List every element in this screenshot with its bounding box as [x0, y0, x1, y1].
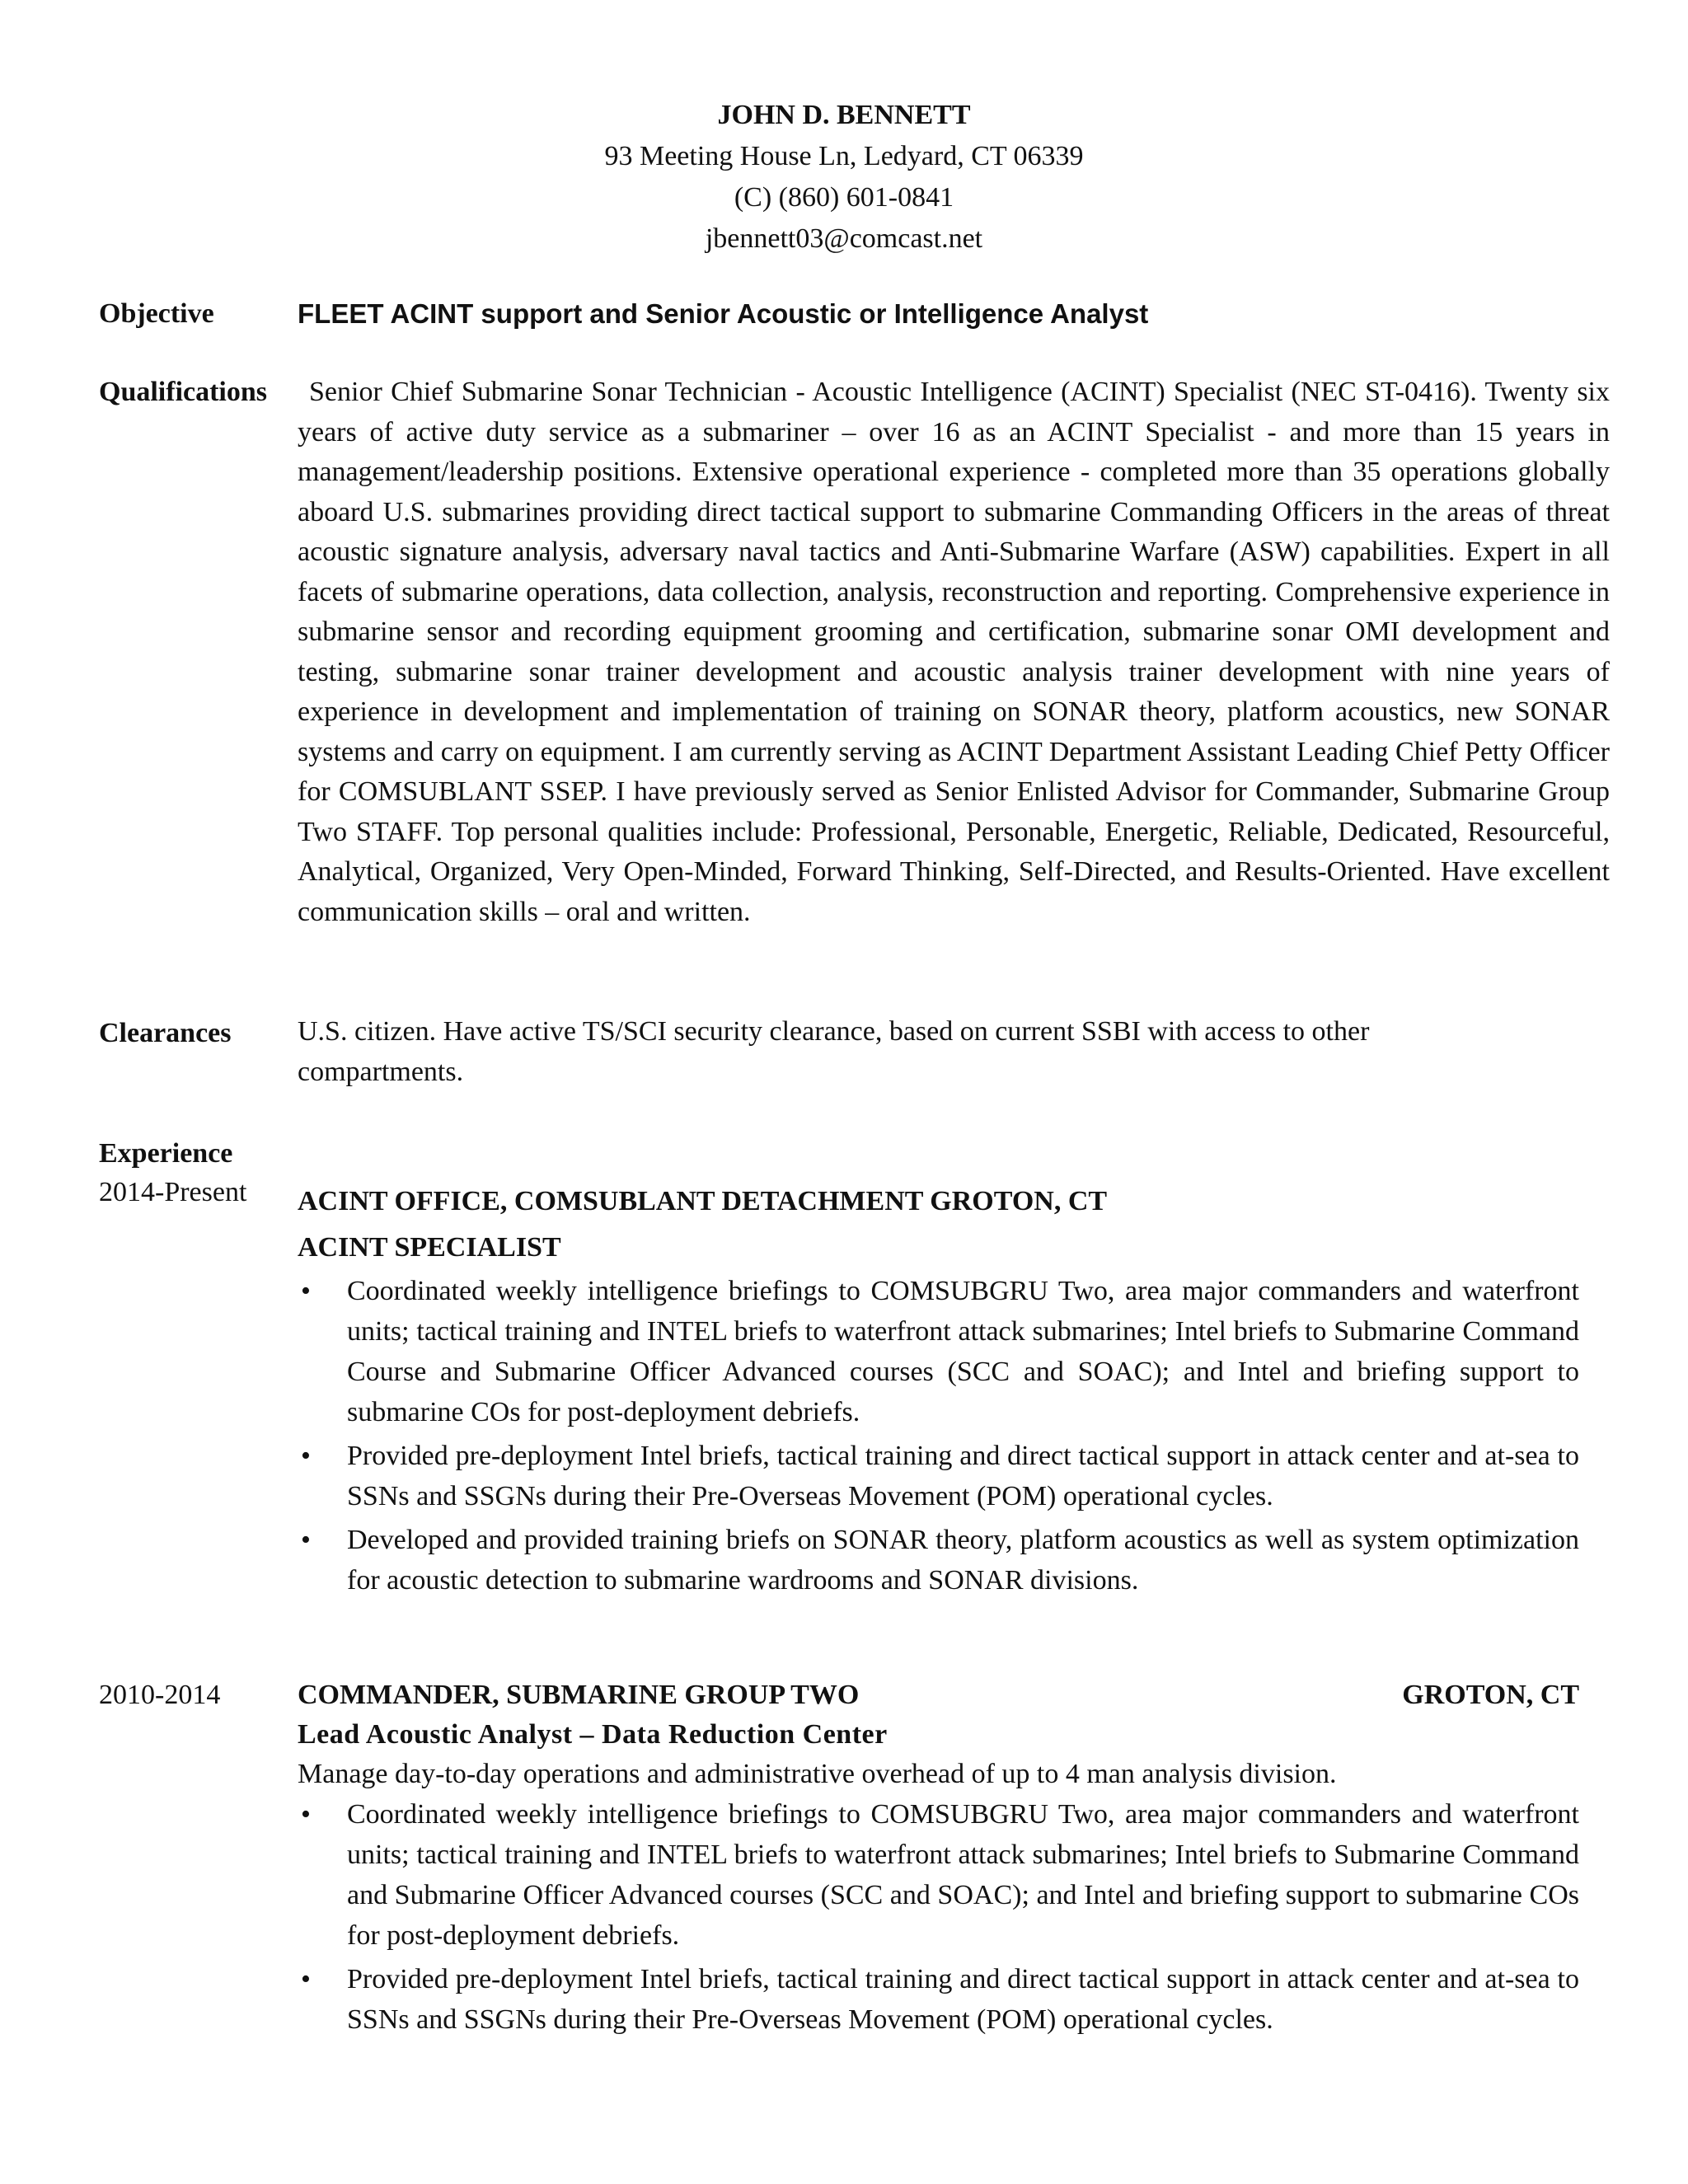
job-entry — [298, 1675, 1579, 2043]
list-item: • Developed and provided training briefs on SONAR theory, platform acoustics as well as system optimization for acoustic detection to submarine wardrooms and SONAR divisions. — [298, 1520, 1579, 1601]
bullet-icon: • — [301, 1799, 311, 1830]
job-organization: COMMANDER, SUBMARINE GROUP TWO — [298, 1680, 860, 1710]
objective-text: FLEET ACINT support and Senior Acoustic or Intelligence Analyst — [298, 298, 1149, 329]
bullet-icon: • — [301, 1964, 311, 1994]
candidate-phone: (C) (860) 601-0841 — [734, 182, 954, 213]
job-location: GROTON, CT — [1402, 1680, 1579, 1710]
job-dates: 2010-2014 — [99, 1680, 221, 1710]
candidate-email: jbennett03@comcast.net — [705, 223, 983, 254]
experience-label: Experience — [99, 1138, 233, 1169]
job-organization-line — [298, 1675, 1579, 1715]
job-organization-line — [298, 1179, 1579, 1225]
qualifications-label: Qualifications — [99, 377, 268, 407]
bullet-icon: • — [301, 1441, 311, 1471]
resume-header — [0, 95, 1688, 260]
qualifications-text: Senior Chief Submarine Sonar Technician - Acoustic Intelligence (ACINT) Specialist (NEC ST-0416). Twenty six years of active duty service as a submariner – over 16 as an ACINT Specialist - and more than 15 years in management/leadership positions. Extensive operational experience - completed more than 35 operations globally aboard U.S. submarines providing direct tactical support to submarine Commanding Officers in the areas of threat acoustic signature analysis, adversary naval tactics and Anti-Submarine Warfare (ASW) capabilities. Expert in all facets of submarine operations, data collection, analysis, reconstruction and reporting. Comprehensive experience in submarine sensor and recording equipment grooming and certification, submarine sonar OMI development and testing, submarine sonar trainer development and acoustic analysis trainer development with nine years of experience in development and implementation of training on SONAR theory, platform acoustics, new SONAR systems and carry on equipment. I am currently serving as ACINT Department Assistant Leading Chief Petty Officer for COMSUBLANT SSEP. I have previously served as Senior Enlisted Advisor for Commander, Submarine Group Two STAFF. Top personal qualities include: Professional, Personable, Energetic, Reliable, Dedicated, Resourceful, Analytical, Organized, Very Open-Minded, Forward Thinking, Self-Directed, and Results-Oriented. Have excellent communication skills – oral and written. — [298, 377, 1610, 927]
bullet-icon: • — [301, 1276, 311, 1306]
job-dates: 2014-Present — [99, 1177, 247, 1207]
list-item: • Coordinated weekly intelligence briefings to COMSUBGRU Two, area major commanders and waterfront units; tactical training and INTEL briefs to waterfront attack submarines; Intel briefs to Submarine Command Course and Submarine Officer Advanced courses (SCC and SOAC); and Intel and briefing support to submarine COs for post-deployment debriefs. — [298, 1271, 1579, 1432]
job-organization: ACINT OFFICE, COMSUBLANT DETACHMENT GROTON, CT — [298, 1186, 1108, 1216]
bullet-icon: • — [301, 1525, 311, 1555]
job-summary: Manage day-to-day operations and administrative overhead of up to 4 man analysis division. — [298, 1759, 1337, 1789]
clearances-label: Clearances — [99, 1018, 232, 1048]
job-bullets — [298, 1271, 1579, 1601]
list-item: • Provided pre-deployment Intel briefs, tactical training and direct tactical support in attack center and at-sea to SSNs and SSGNs during their Pre-Overseas Movement (POM) operational cycles. — [298, 1436, 1579, 1516]
job-title: ACINT SPECIALIST — [298, 1232, 561, 1263]
job-title: Lead Acoustic Analyst – Data Reduction Center — [298, 1719, 888, 1750]
objective-label: Objective — [99, 298, 214, 329]
list-item: • Provided pre-deployment Intel briefs, tactical training and direct tactical support in attack center and at-sea to SSNs and SSGNs during their Pre-Overseas Movement (POM) operational cycles. — [298, 1959, 1579, 2040]
candidate-name: JOHN D. BENNETT — [717, 100, 971, 130]
list-item: • Coordinated weekly intelligence briefings to COMSUBGRU Two, area major commanders and waterfront units; tactical training and INTEL briefs to waterfront attack submarines; Intel briefs to Submarine Command and Submarine Officer Advanced courses (SCC and SOAC); and Intel and briefing support to submarine COs for post-deployment debriefs. — [298, 1794, 1579, 1956]
clearances-text: U.S. citizen. Have active TS/SCI security clearance, based on current SSBI with access to other compartments. — [298, 1016, 1370, 1087]
job-bullets — [298, 1794, 1579, 2040]
candidate-address: 93 Meeting House Ln, Ledyard, CT 06339 — [604, 141, 1084, 171]
job-entry — [298, 1179, 1579, 1604]
